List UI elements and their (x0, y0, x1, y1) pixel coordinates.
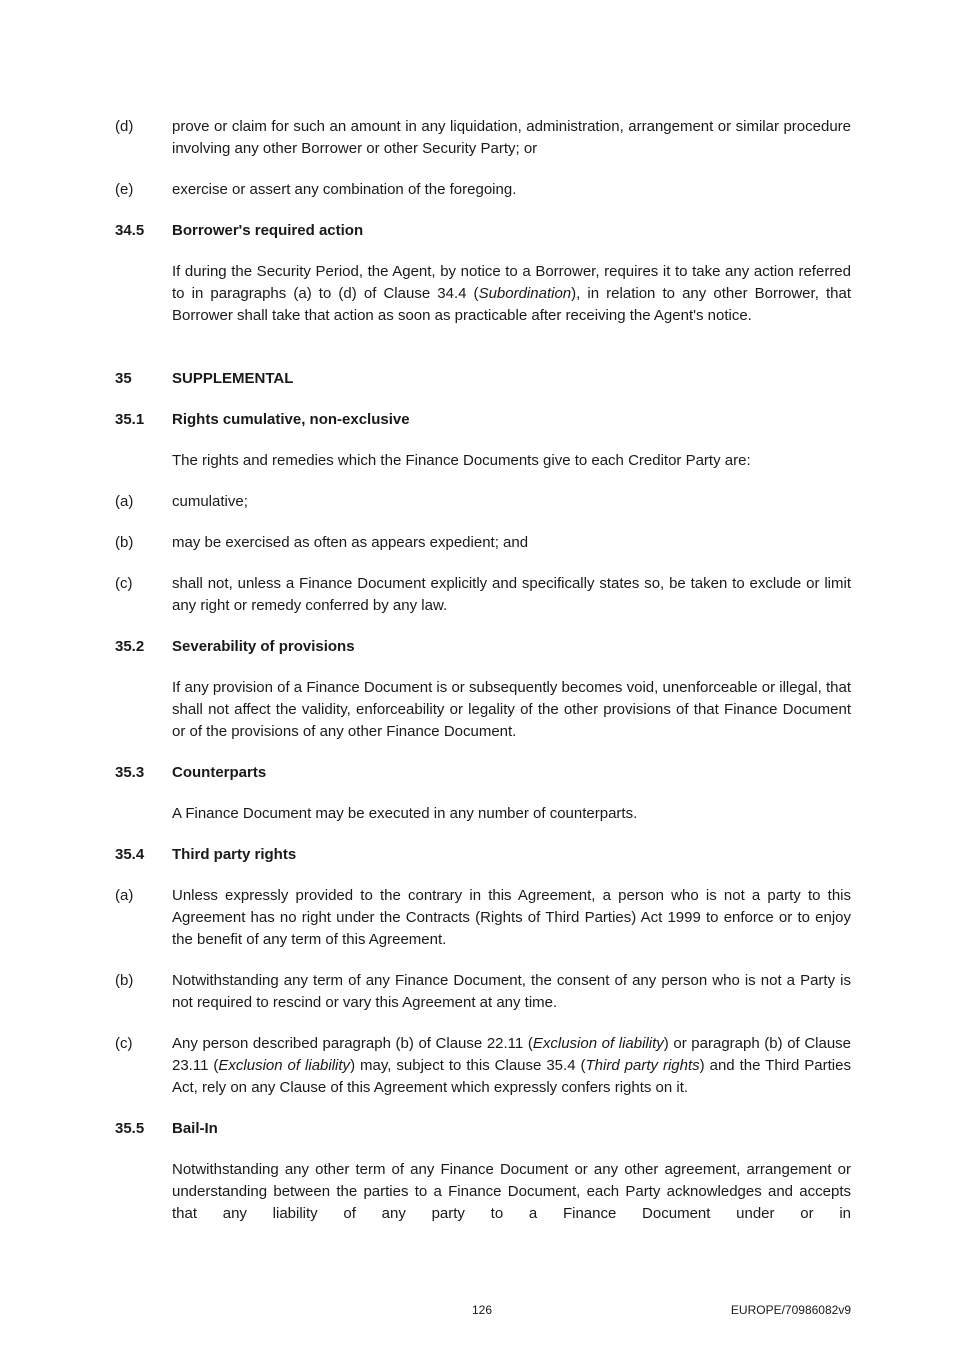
section-number: 35.4 (115, 846, 145, 863)
item-text: Unless expressly provided to the contrary in this Agreement, a person who is not a party to this Agreement has no right under the Contracts (Rights of Third Parties) Act 1999 to enforce or to enjoy the benefit of any term of this Agreement. (172, 887, 851, 948)
section-number: 35.1 (115, 411, 145, 428)
item-number: (b) (115, 972, 134, 989)
text-run: If during the Security Period, the Agent, by notice to a Borrower, requires it to take any action referred to in paragraphs (a) to (d) of Clause 34.4 ( (172, 263, 851, 302)
italic-run: Exclusion of liability (532, 1035, 664, 1052)
item-number: (b) (115, 534, 134, 551)
item-number: (a) (115, 887, 134, 904)
item-text: may be exercised as often as appears expedient; and (172, 534, 529, 551)
section-35-5-paragraph: Notwithstanding any other term of any Finance Document or any other agreement, arrangement or understanding between the parties to a Finance Document, each Party acknowledges and accepts that any liability of any party to a Finance Document under or in (172, 1161, 851, 1222)
section-number: 35.5 (115, 1120, 145, 1137)
section-35-3-paragraph: A Finance Document may be executed in any number of counterparts. (172, 805, 638, 822)
section-number: 35.2 (115, 638, 145, 655)
item-number: (e) (115, 181, 134, 198)
italic-run: Exclusion of liability (218, 1057, 351, 1074)
page-number: 126 (471, 1303, 493, 1317)
section-35-2-paragraph: If any provision of a Finance Document is or subsequently becomes void, unenforceable or illegal, that shall not affect the validity, enforceability or legality of the other provisions of that Finance Document or of the provisions of any other Finance Document. (172, 679, 851, 740)
item-text: shall not, unless a Finance Document explicitly and specifically states so, be taken to exclude or limit any right or remedy conferred by any law. (172, 575, 851, 614)
text-run: ) or paragraph (b) of Clause 23.11 ( (172, 1035, 852, 1074)
item-text: Notwithstanding any term of any Finance Document, the consent of any person who is not a Party is not required to rescind or vary this Agreement at any time. (172, 972, 851, 1011)
text-run: ) may, subject to this Clause 35.4 ( (350, 1057, 586, 1074)
section-title: Bail-In (172, 1120, 218, 1137)
item-number: (c) (115, 1035, 133, 1052)
item-text (172, 1033, 851, 1099)
section-number: 35.3 (115, 764, 145, 781)
section-number: 34.5 (115, 222, 145, 239)
item-number: (c) (115, 575, 133, 592)
section-title: Borrower's required action (172, 222, 364, 239)
text-run: ) and the Third Parties Act, rely on any Clause of this Agreement which expressly confers rights on it. (172, 1057, 851, 1096)
section-title: Rights cumulative, non-exclusive (172, 411, 410, 428)
item-text: exercise or assert any combination of the foregoing. (172, 181, 517, 198)
section-title: Counterparts (172, 764, 267, 781)
section-title: Third party rights (172, 846, 297, 863)
item-number: (a) (115, 493, 134, 510)
item-text: prove or claim for such an amount in any liquidation, administration, arrangement or similar procedure involving any other Borrower or other Security Party; or (172, 118, 851, 157)
text-run: Any person described paragraph (b) of Clause 22.11 ( (172, 1035, 533, 1052)
section-number: 35 (115, 370, 132, 387)
item-text: cumulative; (172, 493, 248, 510)
section-title: Severability of provisions (172, 638, 355, 655)
item-number: (d) (115, 118, 134, 135)
section-35-1-intro: The rights and remedies which the Finance Documents give to each Creditor Party are: (172, 452, 751, 469)
text-run: ), in relation to any other Borrower, that Borrower shall take that action as soon as practicable after receiving the Agent's notice. (172, 285, 851, 324)
document-reference: EUROPE/70986082v9 (730, 1303, 851, 1317)
italic-run: Third party rights (585, 1057, 700, 1074)
section-title: SUPPLEMENTAL (172, 370, 294, 387)
italic-run: Subordination (478, 285, 572, 302)
section-34-5-paragraph (172, 261, 851, 327)
